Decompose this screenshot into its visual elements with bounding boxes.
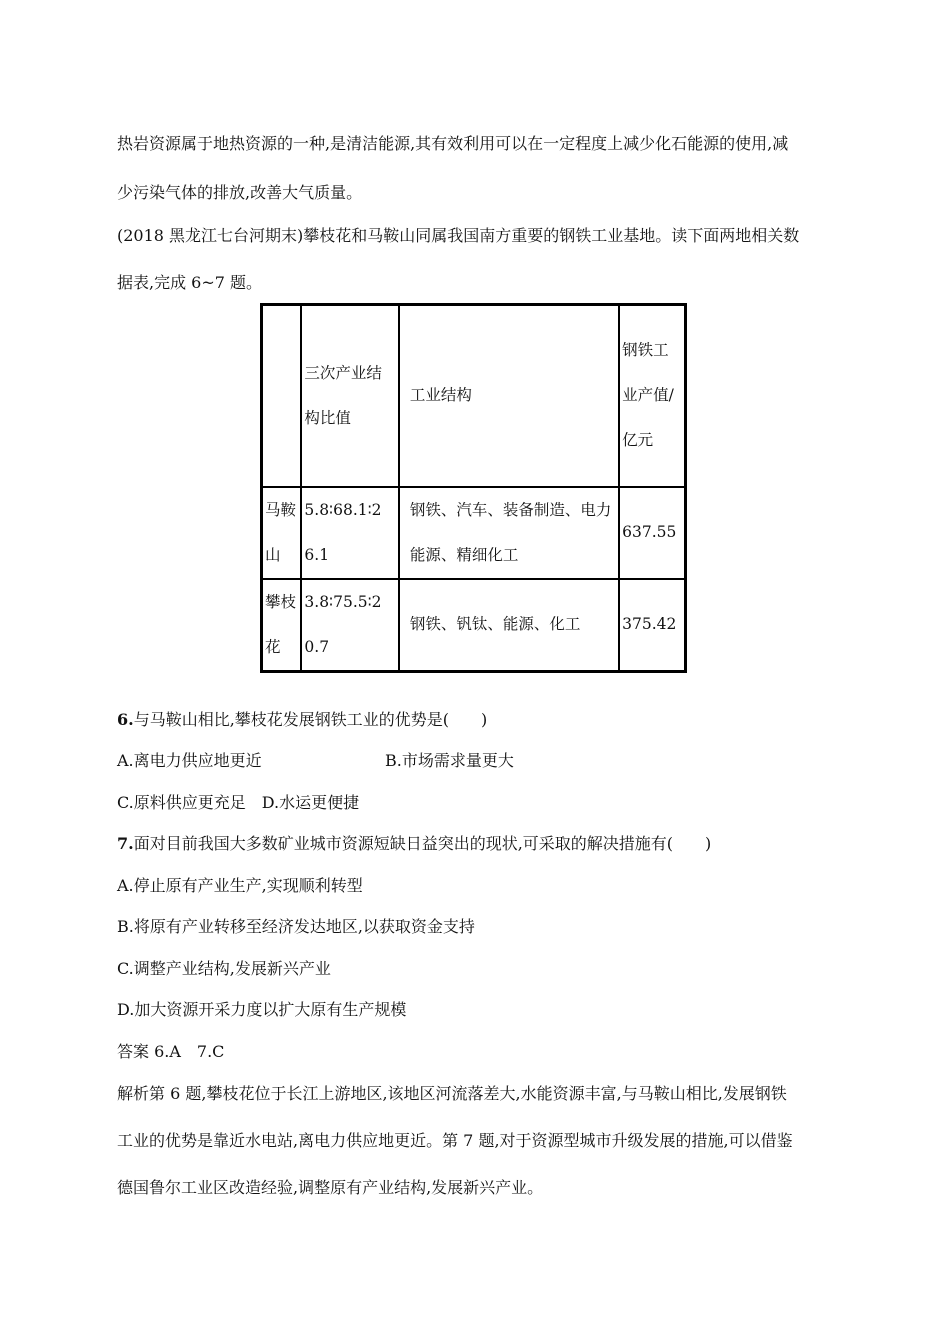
question-7-number: 7. <box>117 834 134 853</box>
row-output: 375.42 <box>619 579 685 672</box>
analysis-line-1: 解析第 6 题,攀枝花位于长江上游地区,该地区河流落差大,水能资源丰富,与马鞍山相比,发展钢铁 <box>117 1084 787 1103</box>
row-ratio: 3.8∶75.5∶20.7 <box>301 579 399 672</box>
q7-option-d: D.加大资源开采力度以扩大原有生产规模 <box>117 1000 407 1019</box>
question-7 <box>117 831 711 854</box>
row-structure: 钢铁、汽车、装备制造、电力能源、精细化工 <box>399 487 619 579</box>
question-6-number: 6. <box>117 710 134 729</box>
q7-option-c: C.调整产业结构,发展新兴产业 <box>117 959 331 978</box>
q6-option-b: B.市场需求量更大 <box>385 751 514 770</box>
header-cell-industry-ratio: 三次产业结构比值 <box>301 305 399 487</box>
analysis-line-3: 德国鲁尔工业区改造经验,调整原有产业结构,发展新兴产业。 <box>117 1178 544 1197</box>
q7-option-b: B.将原有产业转移至经济发达地区,以获取资金支持 <box>117 917 475 936</box>
q6-option-a: A.离电力供应地更近 <box>117 751 262 770</box>
row-city: 攀枝花 <box>262 579 302 672</box>
row-ratio: 5.8∶68.1∶26.1 <box>301 487 399 579</box>
table-row <box>262 579 686 672</box>
row-structure: 钢铁、钒钛、能源、化工 <box>399 579 619 672</box>
q7-option-a: A.停止原有产业生产,实现顺利转型 <box>117 876 363 895</box>
question-6 <box>117 707 487 730</box>
table-row <box>262 487 686 579</box>
header-cell-empty <box>262 305 302 487</box>
header-cell-industry-structure: 工业结构 <box>399 305 619 487</box>
answer-line: 答案 6.A 7.C <box>117 1042 225 1061</box>
intro-line-1: 热岩资源属于地热资源的一种,是清洁能源,其有效利用可以在一定程度上减少化石能源的使用,减 <box>117 134 789 153</box>
analysis-line-2: 工业的优势是靠近水电站,离电力供应地更近。第 7 题,对于资源型城市升级发展的措施,可以借鉴 <box>117 1131 793 1150</box>
header-cell-steel-output: 钢铁工业产值/亿元 <box>619 305 685 487</box>
source-line-2: 据表,完成 6~7 题。 <box>117 273 263 292</box>
source-line-1: (2018 黑龙江七台河期末)攀枝花和马鞍山同属我国南方重要的钢铁工业基地。读下面两地相关数 <box>117 226 800 245</box>
row-city: 马鞍山 <box>262 487 302 579</box>
table-header-row <box>262 305 686 487</box>
question-7-stem: 面对目前我国大多数矿业城市资源短缺日益突出的现状,可采取的解决措施有( ) <box>133 834 712 853</box>
intro-line-2: 少污染气体的排放,改善大气质量。 <box>117 183 363 202</box>
row-output: 637.55 <box>619 487 685 579</box>
q6-option-c-d: C.原料供应更充足 D.水运更便捷 <box>117 793 360 812</box>
question-6-stem: 与马鞍山相比,攀枝花发展钢铁工业的优势是( ) <box>133 710 488 729</box>
data-table <box>260 303 687 673</box>
